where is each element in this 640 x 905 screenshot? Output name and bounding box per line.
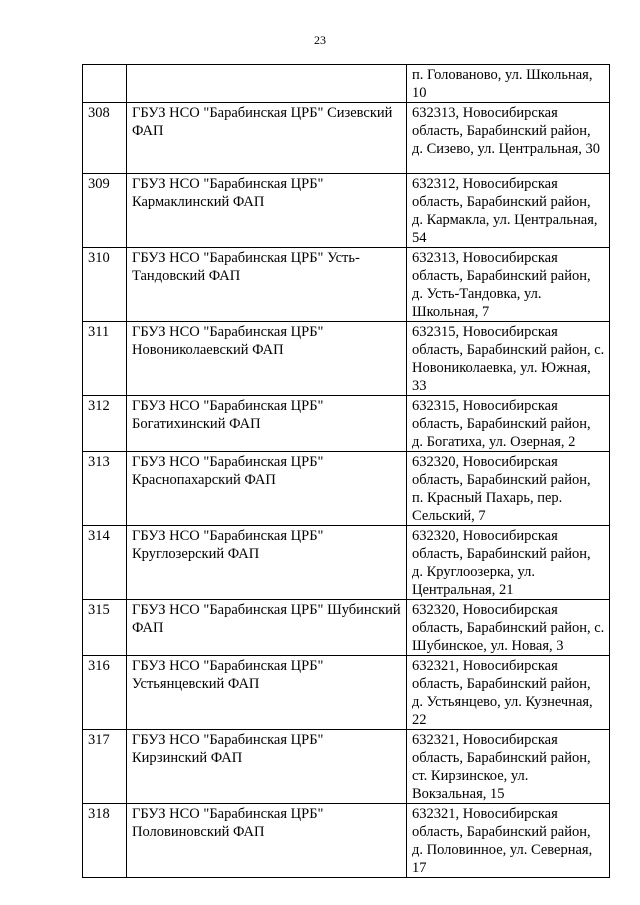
- address-cell: 632320, Новосибирская область, Барабинский район, с. Шубинское, ул. Новая, 3: [407, 600, 610, 656]
- row-number-cell: 315: [83, 600, 127, 656]
- table-row: [83, 396, 610, 452]
- address-cell: 632321, Новосибирская область, Барабинский район, д. Половинное, ул. Северная, 17: [407, 804, 610, 878]
- organization-cell: ГБУЗ НСО "Барабинская ЦРБ" Половиновский ФАП: [127, 804, 407, 878]
- table-row: [83, 730, 610, 804]
- address-cell: 632313, Новосибирская область, Барабинский район, д. Сизево, ул. Центральная, 30: [407, 103, 610, 174]
- table-row: [83, 804, 610, 878]
- address-cell: 632315, Новосибирская область, Барабинский район, д. Богатиха, ул. Озерная, 2: [407, 396, 610, 452]
- organization-cell: ГБУЗ НСО "Барабинская ЦРБ" Шубинский ФАП: [127, 600, 407, 656]
- organization-cell: ГБУЗ НСО "Барабинская ЦРБ" Краснопахарский ФАП: [127, 452, 407, 526]
- organization-cell: ГБУЗ НСО "Барабинская ЦРБ" Усть-Тандовский ФАП: [127, 248, 407, 322]
- address-cell: 632321, Новосибирская область, Барабинский район, ст. Кирзинское, ул. Вокзальная, 15: [407, 730, 610, 804]
- table-row: [83, 526, 610, 600]
- organization-cell: [127, 65, 407, 103]
- address-cell: 632320, Новосибирская область, Барабинский район, п. Красный Пахарь, пер. Сельский, 7: [407, 452, 610, 526]
- table-row: [83, 103, 610, 174]
- page-number: 23: [314, 33, 326, 47]
- table-row: [83, 65, 610, 103]
- table-row: [83, 600, 610, 656]
- table-row: [83, 452, 610, 526]
- organization-cell: ГБУЗ НСО "Барабинская ЦРБ" Кармаклинский ФАП: [127, 174, 407, 248]
- row-number-cell: 308: [83, 103, 127, 174]
- organization-cell: ГБУЗ НСО "Барабинская ЦРБ" Круглозерский ФАП: [127, 526, 407, 600]
- address-cell: 632312, Новосибирская область, Барабинский район, д. Кармакла, ул. Центральная, 54: [407, 174, 610, 248]
- row-number-cell: 313: [83, 452, 127, 526]
- organization-cell: ГБУЗ НСО "Барабинская ЦРБ" Кирзинский ФАП: [127, 730, 407, 804]
- address-cell: 632320, Новосибирская область, Барабинский район, д. Круглоозерка, ул. Центральная, 21: [407, 526, 610, 600]
- row-number-cell: 311: [83, 322, 127, 396]
- table-row: [83, 174, 610, 248]
- organization-cell: ГБУЗ НСО "Барабинская ЦРБ" Новониколаевский ФАП: [127, 322, 407, 396]
- row-number-cell: 316: [83, 656, 127, 730]
- registry-table: [82, 64, 610, 878]
- registry-table-body: [83, 65, 610, 878]
- address-cell: 632321, Новосибирская область, Барабинский район, д. Устьянцево, ул. Кузнечная, 22: [407, 656, 610, 730]
- table-row: [83, 248, 610, 322]
- row-number-cell: 312: [83, 396, 127, 452]
- row-number-cell: 310: [83, 248, 127, 322]
- row-number-cell: 309: [83, 174, 127, 248]
- address-cell: 632315, Новосибирская область, Барабинский район, с. Новониколаевка, ул. Южная, 33: [407, 322, 610, 396]
- table-row: [83, 656, 610, 730]
- organization-cell: ГБУЗ НСО "Барабинская ЦРБ" Богатихинский ФАП: [127, 396, 407, 452]
- organization-cell: ГБУЗ НСО "Барабинская ЦРБ" Устьянцевский ФАП: [127, 656, 407, 730]
- row-number-cell: 318: [83, 804, 127, 878]
- table-row: [83, 322, 610, 396]
- address-cell: 632313, Новосибирская область, Барабинский район, д. Усть-Тандовка, ул. Школьная, 7: [407, 248, 610, 322]
- address-cell: п. Голованово, ул. Школьная, 10: [407, 65, 610, 103]
- row-number-cell: 314: [83, 526, 127, 600]
- row-number-cell: 317: [83, 730, 127, 804]
- row-number-cell: [83, 65, 127, 103]
- organization-cell: ГБУЗ НСО "Барабинская ЦРБ" Сизевский ФАП: [127, 103, 407, 174]
